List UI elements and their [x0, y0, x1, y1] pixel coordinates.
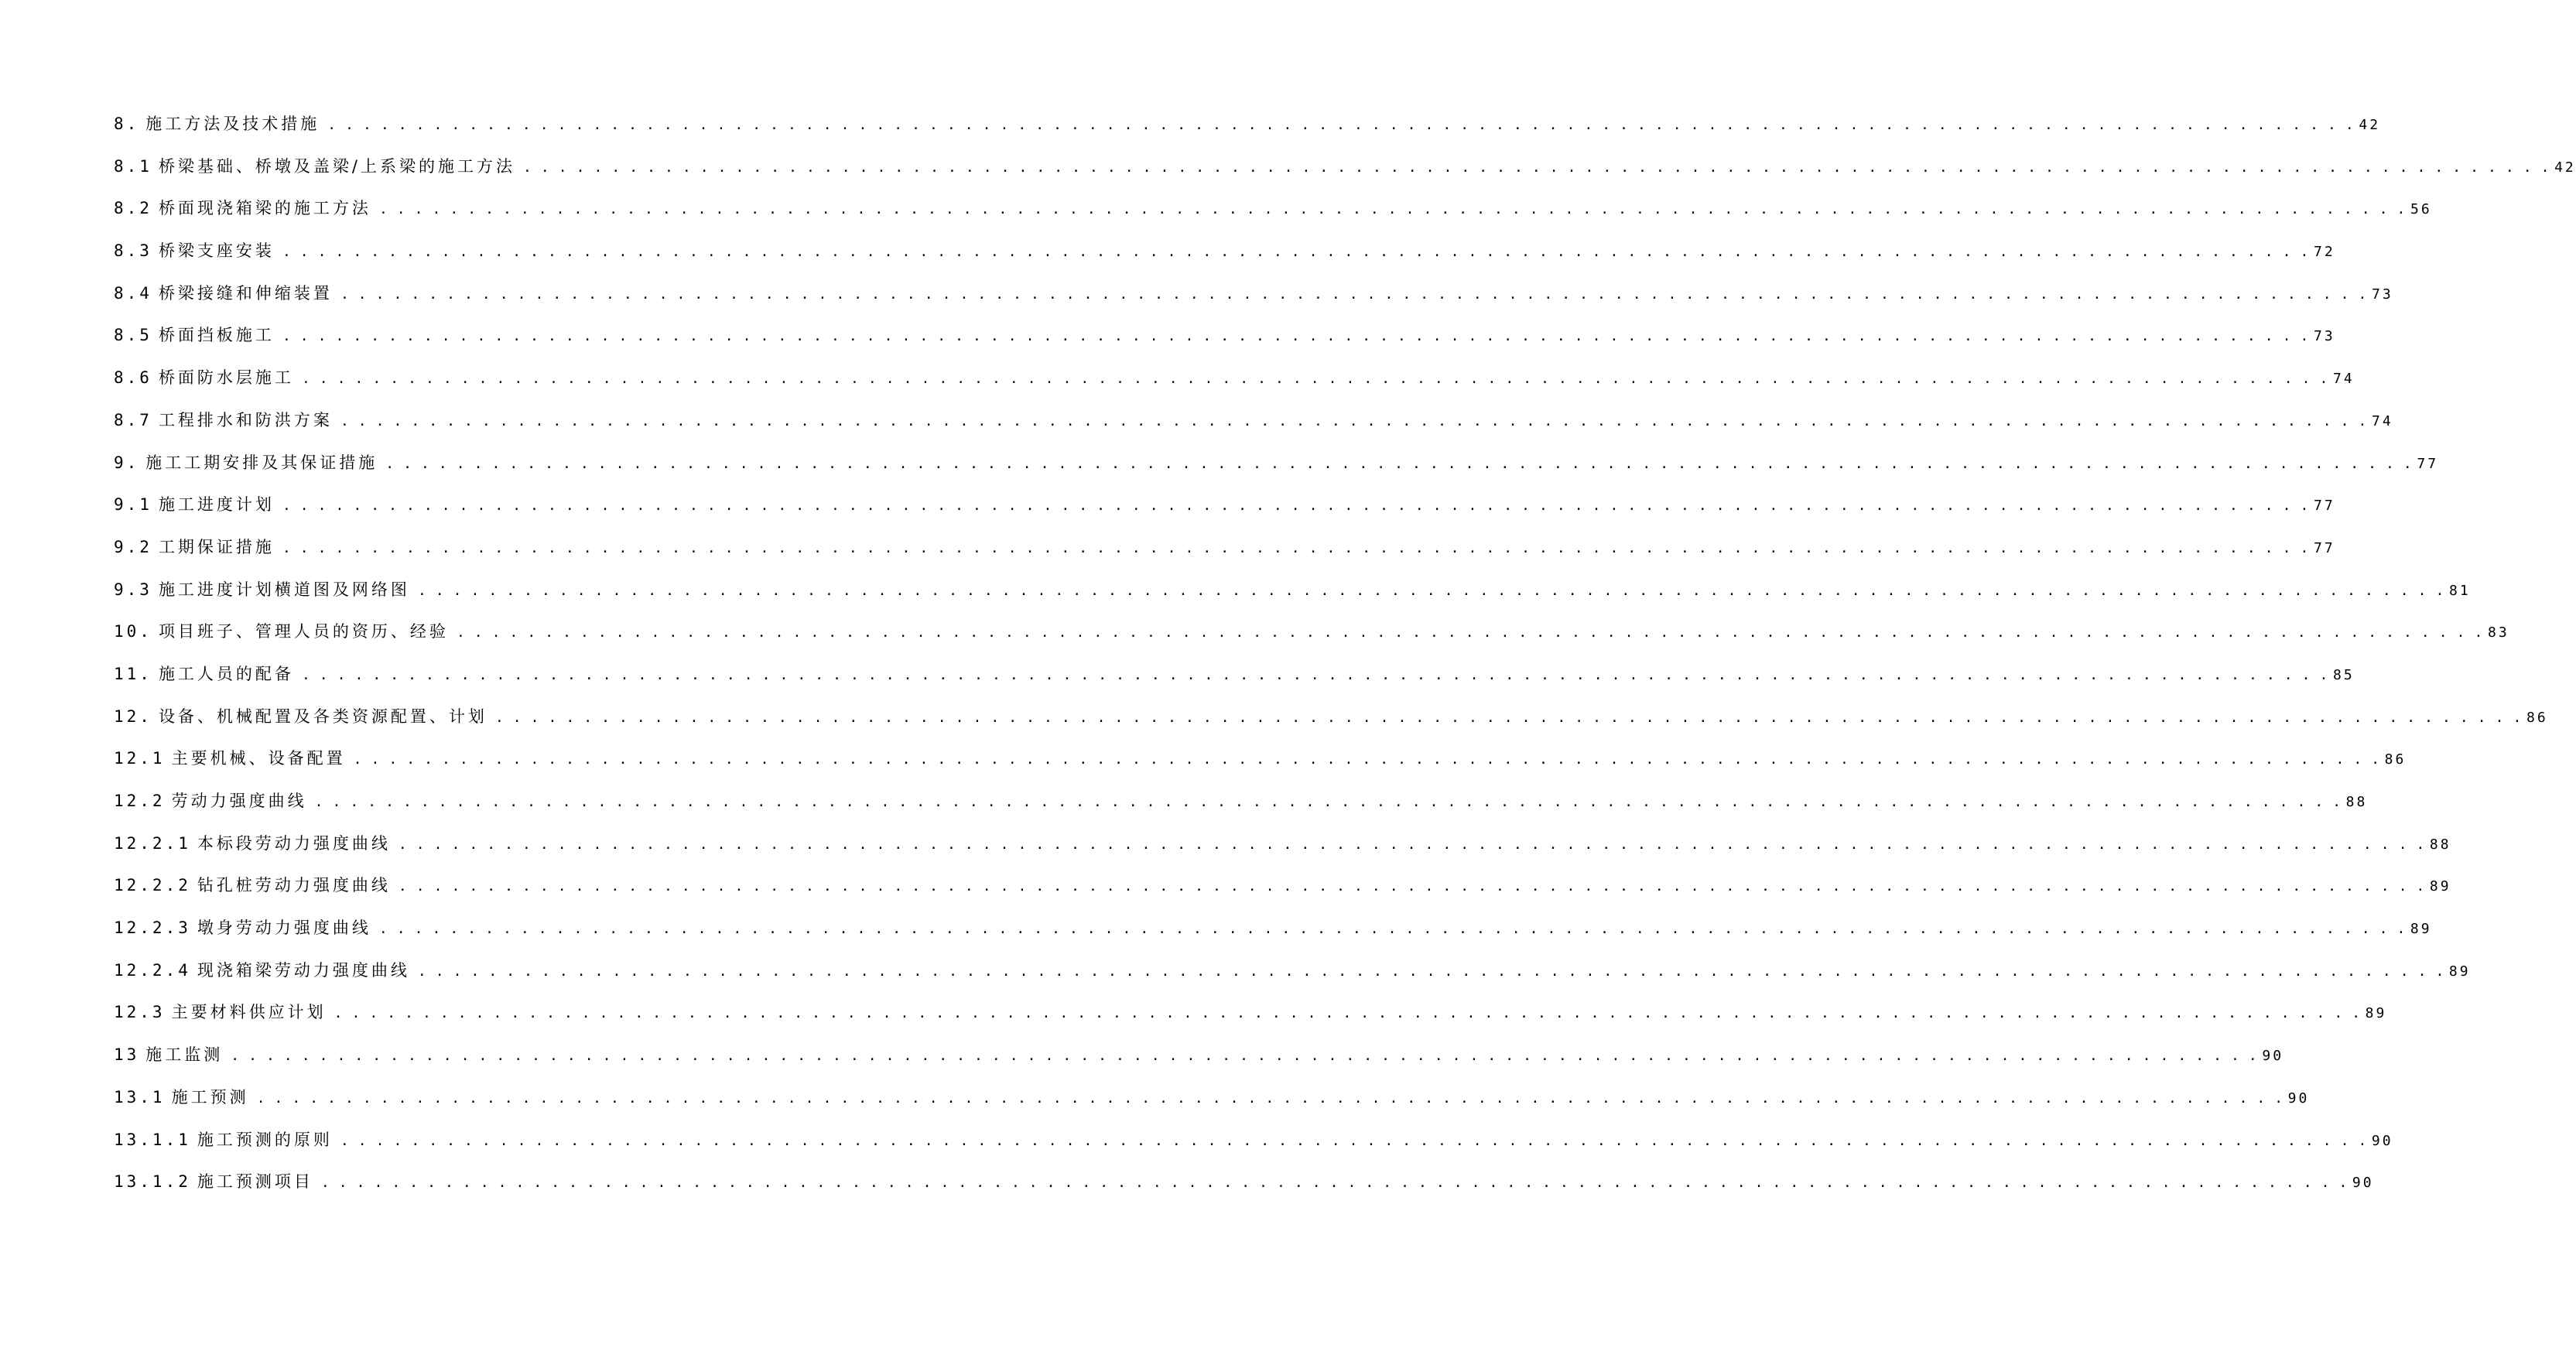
toc-entry-page: 86	[2384, 751, 2407, 768]
toc-entry-title: 桥梁基础、桥墩及盖梁/上系梁的施工方法	[158, 156, 516, 176]
toc-entry-page: 77	[2314, 498, 2335, 515]
toc-entry-number: 12.2.3	[114, 918, 191, 938]
toc-entry[interactable]	[114, 1001, 2387, 1044]
toc-entry[interactable]	[114, 833, 2451, 875]
toc-entry-page: 42	[2554, 159, 2576, 176]
toc-entry-title: 桥面现浇箱梁的施工方法	[158, 199, 371, 218]
toc-entry-title: 现浇箱梁劳动力强度曲线	[197, 960, 410, 980]
toc-entry[interactable]	[114, 1171, 2374, 1213]
toc-entry-page: 86	[2526, 709, 2548, 726]
toc-leader-dots	[327, 115, 2354, 136]
toc-entry-page: 90	[2352, 1175, 2374, 1192]
toc-entry[interactable]	[114, 1044, 2284, 1086]
toc-entry-title: 工程排水和防洪方案	[158, 410, 333, 429]
toc-entry[interactable]	[114, 113, 2381, 156]
toc-entry-number: 8.4	[114, 283, 152, 303]
toc-entry[interactable]	[114, 663, 2355, 706]
toc-leader-dots	[523, 157, 2550, 179]
toc-leader-dots	[385, 453, 2412, 475]
toc-entry-title: 施工进度计划横道图及网络图	[158, 580, 410, 599]
toc-entry-number: 9.3	[114, 580, 152, 599]
toc-entry-title: 桥面挡板施工	[158, 326, 275, 345]
toc-leader-dots	[257, 1088, 2284, 1110]
toc-entry[interactable]	[114, 324, 2335, 367]
toc-entry-number: 12.2	[114, 792, 166, 810]
toc-entry[interactable]	[114, 747, 2407, 790]
toc-entry-title: 施工预测	[171, 1087, 249, 1107]
toc-leader-dots	[315, 792, 2342, 813]
toc-entry-page: 77	[2314, 539, 2335, 556]
toc-entry-title: 本标段劳动力强度曲线	[197, 833, 391, 853]
toc-entry-number: 8.2	[114, 199, 152, 218]
toc-leader-dots	[418, 580, 2444, 602]
toc-entry-number: 12.2.4	[114, 960, 191, 980]
toc-entry-number: 13	[114, 1045, 140, 1065]
toc-entry[interactable]	[114, 790, 2368, 833]
toc-entry[interactable]	[114, 452, 2439, 494]
toc-entry-page: 73	[2372, 286, 2393, 303]
toc-entry[interactable]	[114, 959, 2471, 1002]
toc-entry-number: 13.1.2	[114, 1172, 191, 1192]
toc-entry-title: 项目班子、管理人员的资历、经验	[158, 622, 449, 641]
toc-entry-number: 12.1	[114, 749, 166, 768]
toc-leader-dots	[340, 411, 2367, 433]
toc-leader-dots	[282, 241, 2309, 263]
toc-entry-number: 9.	[114, 453, 140, 472]
toc-leader-dots	[457, 622, 2483, 644]
toc-entry-number: 12.2.1	[114, 833, 191, 853]
toc-leader-dots	[379, 918, 2406, 940]
toc-entry[interactable]	[114, 409, 2393, 452]
toc-entry-number: 8.6	[114, 368, 152, 388]
toc-entry-title: 主要材料供应计划	[171, 1003, 327, 1022]
toc-entry-title: 施工进度计划	[158, 495, 275, 515]
toc-entry-page: 90	[2287, 1089, 2310, 1107]
toc-entry-title: 墩身劳动力强度曲线	[197, 918, 371, 938]
toc-entry[interactable]	[114, 1086, 2310, 1129]
toc-entry-number: 11.	[114, 664, 152, 683]
toc-entry-page: 83	[2488, 624, 2509, 641]
toc-leader-dots	[302, 368, 2328, 390]
toc-entry-number: 8.1	[114, 156, 152, 176]
toc-entry-title: 施工人员的配备	[158, 664, 294, 683]
toc-entry-number: 9.2	[114, 537, 152, 556]
toc-entry[interactable]	[114, 536, 2335, 579]
toc-entry-number: 12.	[114, 706, 152, 726]
toc-leader-dots	[334, 1003, 2361, 1024]
toc-entry-title: 主要机械、设备配置	[171, 749, 346, 768]
toc-entry[interactable]	[114, 494, 2335, 536]
toc-leader-dots	[379, 199, 2406, 221]
toc-entry[interactable]	[114, 706, 2548, 748]
toc-entry-title: 施工监测	[145, 1045, 224, 1065]
toc-entry[interactable]	[114, 1129, 2393, 1172]
toc-entry-title: 施工方法及技术措施	[145, 115, 320, 133]
toc-leader-dots	[231, 1045, 2257, 1067]
toc-entry-number: 8.	[114, 115, 140, 133]
toc-entry[interactable]	[114, 240, 2335, 282]
toc-entry[interactable]	[114, 156, 2576, 198]
toc-entry-title: 工期保证措施	[158, 537, 275, 556]
toc-entry-page: 89	[2448, 963, 2471, 980]
toc-entry-page: 85	[2333, 666, 2355, 683]
toc-entry-title: 劳动力强度曲线	[171, 792, 307, 810]
toc-entry-number: 9.1	[114, 495, 152, 515]
toc-entry-title: 施工预测的原则	[197, 1130, 333, 1149]
toc-leader-dots	[282, 326, 2309, 347]
toc-leader-dots	[354, 749, 2380, 771]
toc-entry-page: 42	[2359, 117, 2381, 133]
toc-entry-page: 74	[2372, 412, 2393, 429]
toc-entry[interactable]	[114, 282, 2393, 325]
toc-entry-number: 10.	[114, 622, 152, 641]
toc-entry-page: 56	[2410, 201, 2432, 218]
toc-entry-page: 89	[2365, 1005, 2387, 1022]
toc-entry[interactable]	[114, 197, 2432, 240]
toc-leader-dots	[399, 834, 2425, 856]
toc-entry-title: 设备、机械配置及各类资源配置、计划	[158, 706, 487, 726]
toc-leader-dots	[302, 665, 2328, 686]
toc-entry-page: 77	[2417, 455, 2439, 472]
toc-entry-title: 施工工期安排及其保证措施	[145, 453, 378, 472]
toc-entry[interactable]	[114, 579, 2471, 621]
toc-entry-number: 8.3	[114, 241, 152, 261]
toc-leader-dots	[321, 1172, 2348, 1194]
toc-leader-dots	[495, 707, 2522, 729]
toc-entry-page: 89	[2410, 921, 2432, 938]
toc-entry-number: 8.7	[114, 410, 152, 429]
toc-entry-page: 89	[2429, 878, 2451, 895]
toc-entry-page: 90	[2262, 1048, 2284, 1065]
toc-entry-page: 73	[2314, 328, 2335, 345]
toc-entry-title: 桥面防水层施工	[158, 368, 294, 388]
toc-entry-title: 桥梁支座安装	[158, 241, 275, 261]
toc-entry-page: 88	[2345, 794, 2368, 810]
toc-entry-page: 88	[2429, 836, 2451, 853]
toc-leader-dots	[340, 1131, 2367, 1152]
toc-leader-dots	[399, 876, 2425, 898]
toc-entry-number: 12.3	[114, 1003, 166, 1022]
toc-entry-page: 81	[2449, 582, 2471, 599]
toc-entry-title: 桥梁接缝和伸缩装置	[158, 283, 333, 303]
toc-entry-page: 72	[2314, 244, 2335, 261]
toc-entry-page: 90	[2371, 1132, 2393, 1149]
toc-entry[interactable]	[114, 917, 2432, 959]
toc-entry-number: 8.5	[114, 326, 152, 345]
toc-entry[interactable]	[114, 874, 2451, 917]
table-of-contents	[114, 113, 2576, 1213]
toc-entry-title: 钻孔桩劳动力强度曲线	[197, 876, 391, 895]
toc-leader-dots	[340, 284, 2367, 306]
toc-entry-title: 施工预测项目	[197, 1172, 313, 1192]
toc-entry-number: 13.1.1	[114, 1130, 191, 1149]
toc-leader-dots	[282, 538, 2309, 559]
toc-leader-dots	[282, 495, 2309, 517]
toc-entry[interactable]	[114, 367, 2355, 409]
toc-entry[interactable]	[114, 621, 2509, 663]
toc-entry-number: 12.2.2	[114, 876, 191, 895]
toc-entry-number: 13.1	[114, 1087, 166, 1107]
toc-entry-page: 74	[2333, 371, 2355, 388]
toc-leader-dots	[418, 961, 2444, 983]
